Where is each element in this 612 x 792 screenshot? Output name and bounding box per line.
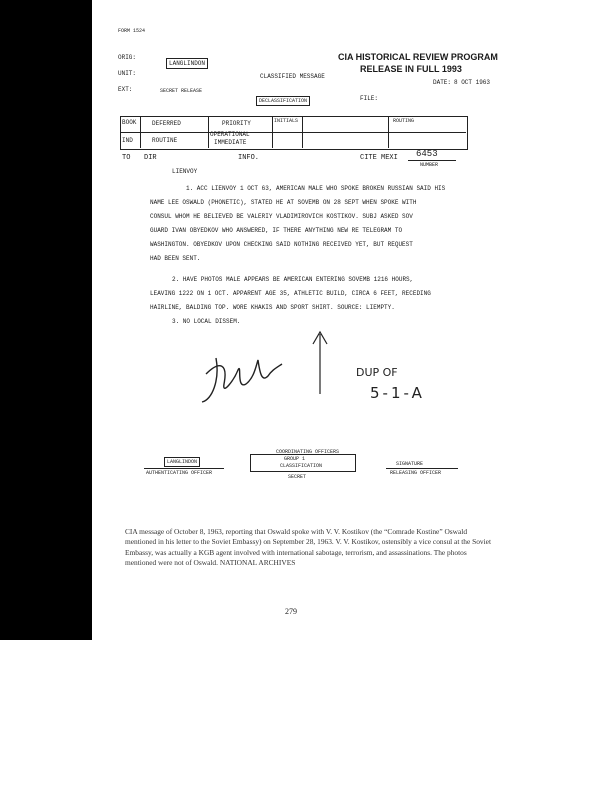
cite-label: CITE MEXI: [360, 154, 398, 162]
info-label: INFO.: [238, 154, 260, 162]
deferred-label: DEFERRED: [152, 120, 181, 127]
routing-label: ROUTING: [393, 118, 415, 124]
p2-line-2: LEAVING 1222 ON 1 OCT. APPARENT AGE 35, ATHLETIC BUILD, CIRCA 6 FEET, RECEDING: [150, 290, 431, 297]
unit-label: UNIT:: [118, 70, 137, 77]
classification-stamp: CLASSIFICATION: [280, 463, 323, 469]
p1-line-5: WASHINGTON. OBYEDKOV UPON CHECKING SAID NOTHING RECEIVED YET, BUT REQUEST: [150, 241, 413, 248]
immediate-label: IMMEDIATE: [214, 139, 247, 146]
p1-line-2: NAME LEE OSWALD (PHONETIC), STATED HE AT SOVEMB ON 28 SEPT WHEN SPOKE WITH: [150, 199, 417, 206]
release-signature-line: SIGNATURE: [396, 461, 424, 467]
ind-label: IND: [122, 137, 133, 144]
orig-label: ORIG:: [118, 54, 137, 61]
cable-document: [98, 0, 606, 505]
form-number: FORM 1524: [118, 28, 146, 34]
handwritten-signature: [198, 340, 290, 410]
handwritten-note-line2: 5-1-A: [370, 384, 425, 402]
book-label: BOOK: [122, 119, 137, 126]
caption-text: CIA message of October 8, 1963, reporting that Oswald spoke with V. V. Kostikov (the “Comrade Kostine” Oswald mentioned in his letter to the Soviet Embassy) on September 28, 1963. V. V. Kostikov, ostensibly a vice consul at the Soviet Embassy, was actually a KGB agent involved with international sabotage, terrorism, and assassinations. The photos mentioned were not of Oswald.: [125, 527, 492, 568]
ext-label: EXT:: [118, 86, 133, 93]
p3-line: 3. NO LOCAL DISSEM.: [172, 318, 241, 325]
release-label: RELEASING OFFICER: [390, 470, 442, 476]
handwritten-note-line1: DUP OF: [356, 366, 398, 379]
caption-credit: NATIONAL ARCHIVES: [219, 558, 296, 568]
review-stamp-line1: CIA HISTORICAL REVIEW PROGRAM: [338, 52, 498, 62]
auth-name: LANGLINDON: [164, 457, 200, 467]
page-number: 279: [285, 607, 297, 616]
p1-line-4: GUARD IVAN OBYEDKOV WHO ANSWERED, IF THERE ANYTHING NEW RE TELEGRAM TO: [150, 227, 403, 234]
routine-label: ROUTINE: [152, 137, 178, 144]
secret-value: SECRET RELEASE: [160, 88, 203, 94]
to-label: TO: [122, 154, 131, 162]
operational-label: OPERATIONAL: [210, 131, 250, 138]
review-date-label: DATE:: [433, 79, 452, 86]
to-value: DIR: [144, 154, 157, 162]
initials-label: INITIALS: [274, 118, 299, 124]
p2-line-3: HAIRLINE, BALDING TOP. WORE KHAKIS AND SPORT SHIRT. SOURCE: LIEMPTY.: [150, 304, 395, 311]
declass-stamp: DECLASSIFICATION: [256, 96, 310, 106]
priority-label: PRIORITY: [222, 120, 251, 127]
p1-line-3: CONSUL WHOM HE BELIEVED BE VALERIY VLADIMIROVICH KOSTIKOV. SUBJ ASKED SOV: [150, 213, 413, 220]
p1-line-6: HAD BEEN SENT.: [150, 255, 201, 262]
handwritten-arrow: [310, 330, 330, 396]
review-stamp-line2: RELEASE IN FULL 1993: [360, 64, 462, 74]
group-stamp: GROUP 1: [284, 456, 306, 462]
coord-label: COORDINATING OFFICERS: [276, 449, 340, 455]
auth-label: AUTHENTICATING OFFICER: [146, 470, 213, 476]
file-label: FILE:: [360, 95, 379, 102]
cite-number: 6453: [416, 149, 438, 159]
body-heading: LIENVOY: [172, 168, 198, 175]
cite-number-sub: NUMBER: [420, 162, 439, 168]
p2-line-1: 2. HAVE PHOTOS MALE APPEARS BE AMERICAN ENTERING SOVEMB 1216 HOURS,: [172, 276, 414, 283]
orig-value: LANGLINDON: [166, 58, 208, 69]
p1-line-1: 1. ACC LIENVOY 1 OCT 63, AMERICAN MALE WHO SPOKE BROKEN RUSSIAN SAID HIS: [186, 185, 446, 192]
figure-caption: [125, 527, 491, 569]
secret-label: SECRET: [288, 474, 307, 480]
classified-message-label: CLASSIFIED MESSAGE: [260, 73, 325, 80]
review-date-value: 8 OCT 1963: [454, 79, 491, 86]
